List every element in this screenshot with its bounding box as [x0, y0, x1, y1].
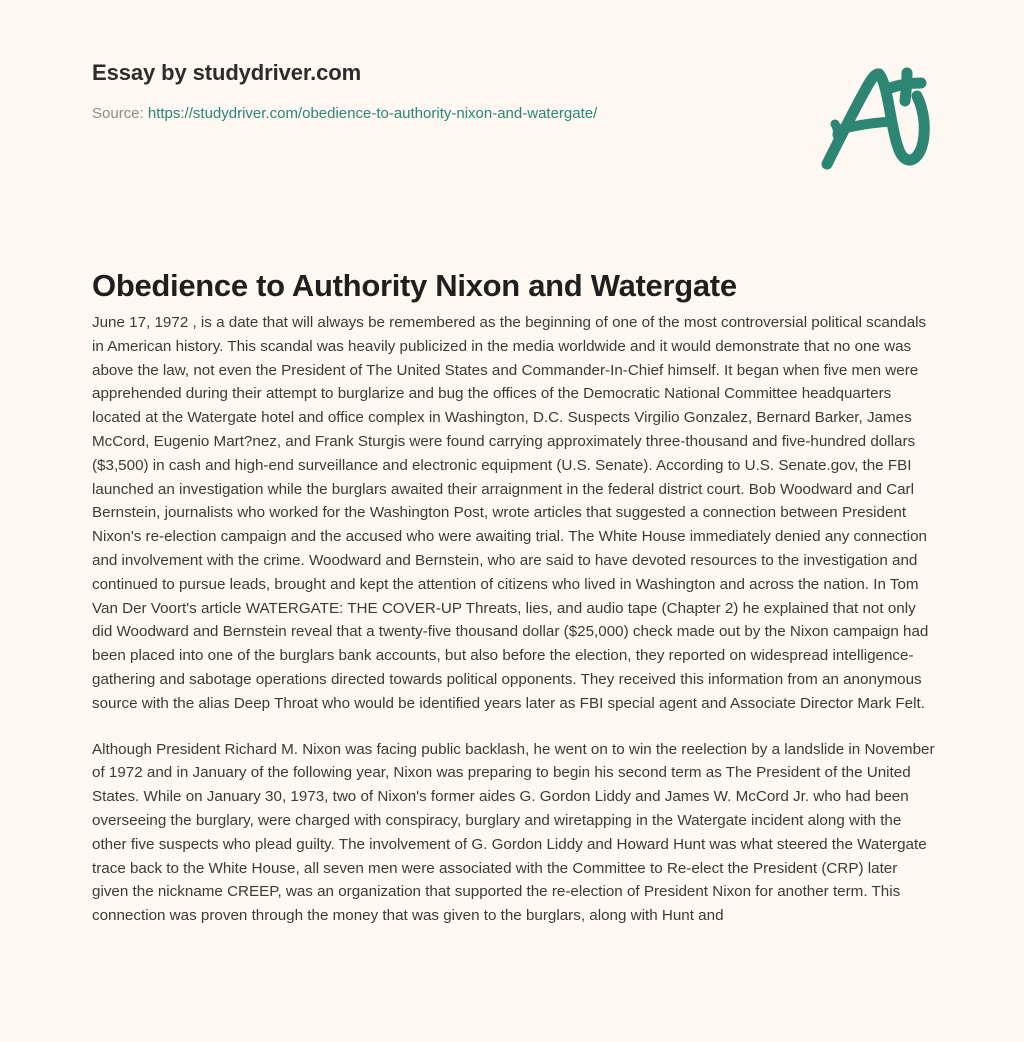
- source-url-link[interactable]: https://studydriver.com/obedience-to-authority-nixon-and-watergate/: [147, 105, 598, 123]
- page-title: Obedience to Authority Nixon and Watergate: [92, 267, 737, 303]
- source-label: Source:: [92, 105, 144, 123]
- a-plus-logo-icon: [806, 56, 938, 178]
- essay-paragraph: Although President Richard M. Nixon was facing public backlash, he went on to win the reelection by a landslide in November of 1972 and in January of the following year, Nixon was preparing to begin his second term as The President of the United States. While on January 30, 1973, two of Nixon's former aides G. Gordon Liddy and James W. McCord Jr. who had been overseeing the burglary, were charged with conspiracy, burglary and wiretapping in the Watergate incident along with the other five suspects who plead guilty. The involvement of G. Gordon Liddy and Howard Hunt was what steered the Watergate trace back to the White House, all seven men were associated with the Committee to Re-elect the President (CRP) later given the nickname CREEP, was an organization that supported the re-election of President Nixon for another term. This connection was proven through the money that was given to the burglars, along with Hunt and: [92, 740, 935, 925]
- essay-body: [92, 311, 937, 928]
- essay-paragraph: June 17, 1972 , is a date that will always be remembered as the beginning of one of the most controversial political scandals in American history. This scandal was heavily publicized in the media worldwide and it would demonstrate that no one was above the law, not even the President of The United States and Commander-In-Chief himself. It began when five men were apprehended during their attempt to burglarize and bug the offices of the Democratic National Committee headquarters located at the Watergate hotel and office complex in Washington, D.C. Suspects Virgilio Gonzalez, Bernard Barker, James McCord, Eugenio Mart?nez, and Frank Sturgis were found carrying approximately three-thousand and five-hundred dollars ($3,500) in cash and high-end surveillance and electronic equipment (U.S. Senate). According to U.S. Senate.gov, the FBI launched an investigation while the burglars awaited their arraignment in the federal district court. Bob Woodward and Carl Bernstein, journalists who worked for the Washington Post, wrote articles that suggested a connection between President Nixon's re-election campaign and the accused who were awaiting trial. The White House immediately denied any connection and involvement with the crime. Woodward and Bernstein, who are said to have devoted resources to the investigation and continued to pursue leads, brought and kept the attention of citizens who lived in Washington and across the nation. In Tom Van Der Voort's article WATERGATE: THE COVER-UP Threats, lies, and audio tape (Chapter 2) he explained that not only did Woodward and Bernstein reveal that a twenty-five thousand dollar ($25,000) check made out by the Nixon campaign had been placed into one of the burglars bank accounts, but also before the election, they reported on widespread intelligence-gathering and sabotage operations directed towards political opponents. They received this information from an anonymous source with the alias Deep Throat who would be identified years later as FBI special agent and Associate Director Mark Felt.: [92, 314, 929, 712]
- brand-title: Essay by studydriver.com: [92, 60, 362, 85]
